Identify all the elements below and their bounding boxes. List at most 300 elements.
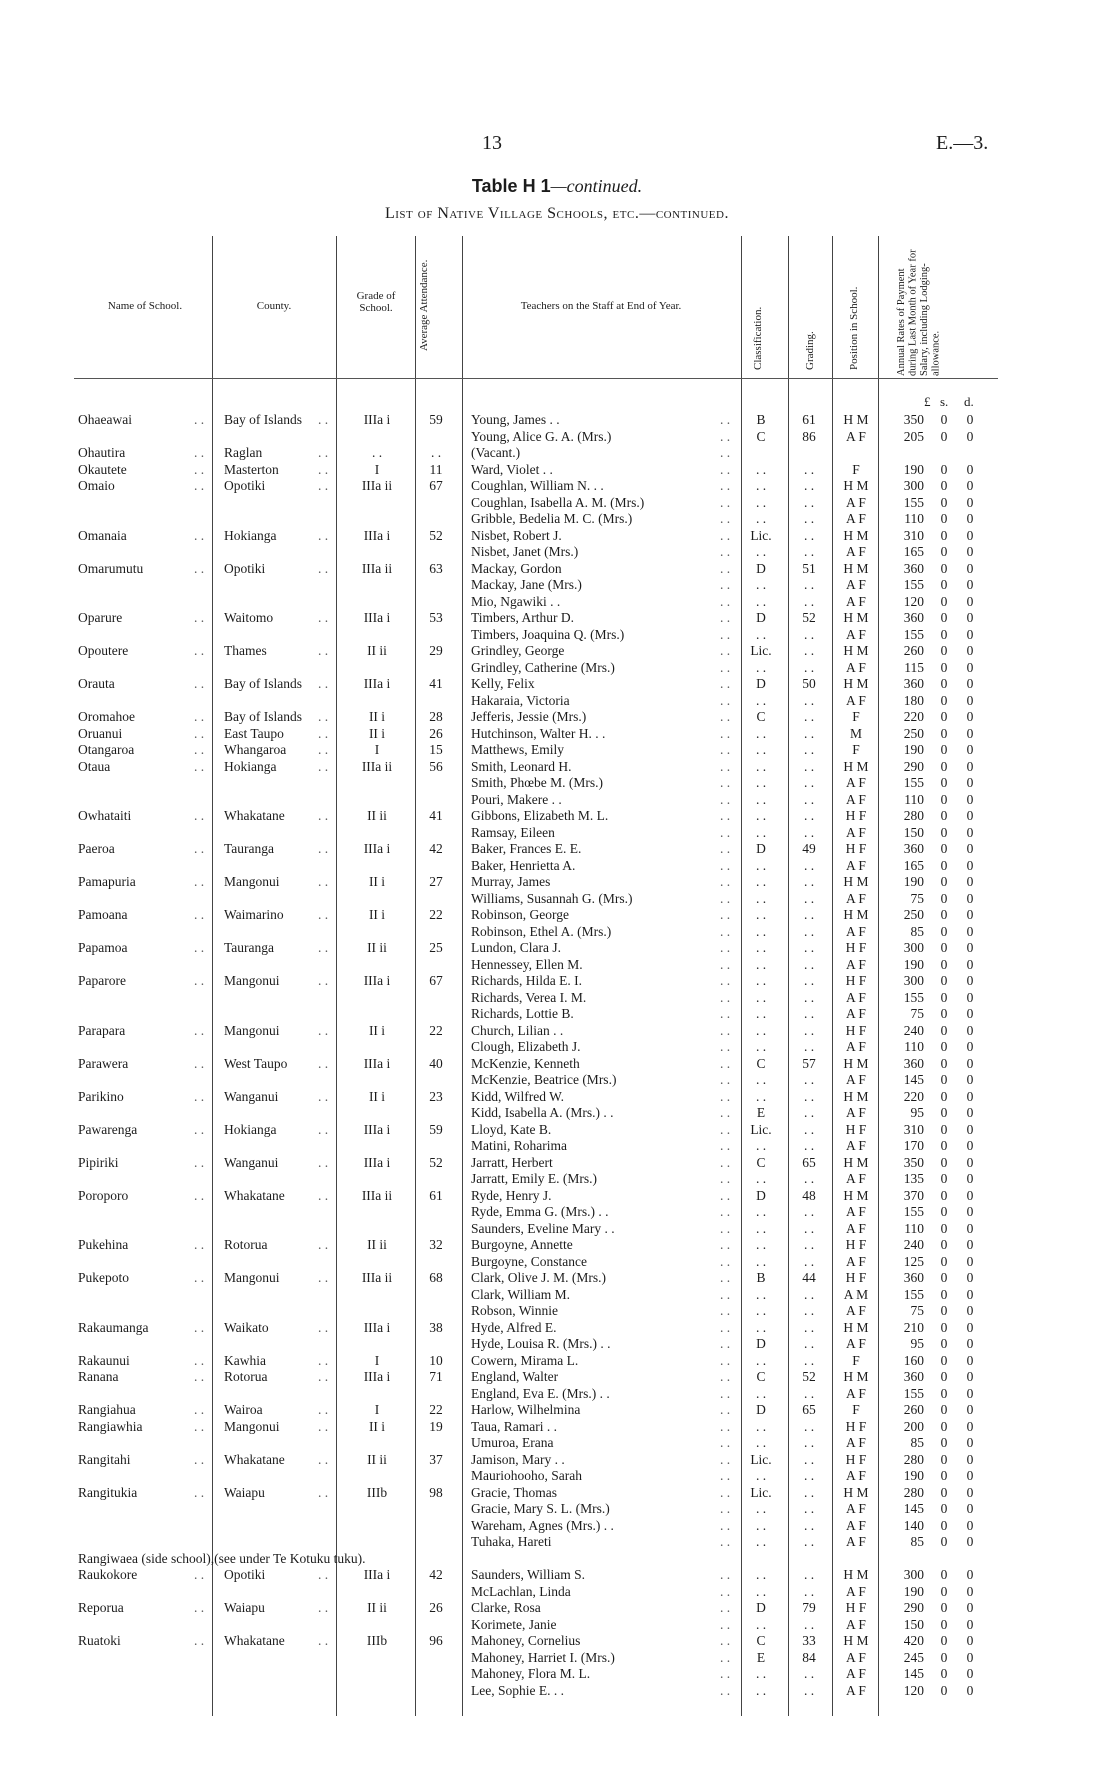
rate-pence: 0 (966, 890, 974, 906)
grade: II i (368, 1088, 386, 1104)
leader-dots: . . (720, 643, 731, 658)
grading: . . (803, 1171, 815, 1186)
grade: IIIa i (363, 527, 391, 543)
average-attendance: 67 (429, 478, 443, 493)
table-row (0, 1633, 1114, 1650)
teacher-name: Clough, Elizabeth J. (471, 1039, 581, 1054)
classification: C (756, 1055, 766, 1071)
teacher-name: McKenzie, Kenneth (471, 1055, 580, 1071)
rate-pence: 0 (966, 544, 974, 559)
classification: . . (755, 1171, 767, 1186)
rate-pence: 0 (966, 461, 974, 477)
classification: B (756, 412, 766, 427)
leader-dots: . . (720, 1138, 731, 1153)
school-name: Pukehina (78, 1237, 129, 1252)
grading: . . (803, 1138, 815, 1153)
rate-pence: 0 (966, 1385, 974, 1401)
school-name: Omaio (78, 478, 115, 493)
average-attendance: 22 (429, 1022, 443, 1038)
rate-pence: 0 (966, 1319, 974, 1335)
classification: . . (755, 1468, 767, 1483)
table-row (0, 1386, 1114, 1403)
rate-pounds: 220 (903, 709, 924, 724)
county: Whakatane (224, 1451, 285, 1467)
table-row (0, 627, 1114, 644)
table-row (0, 1138, 1114, 1155)
rate-pence: 0 (966, 692, 974, 708)
table-row (0, 1584, 1114, 1601)
average-attendance: 26 (429, 1600, 443, 1615)
classification: Lic. (750, 527, 772, 543)
table-row (0, 841, 1114, 858)
leader-dots: . . (720, 1567, 731, 1582)
leader-dots: . . (318, 874, 329, 889)
school-name: Reporua (78, 1600, 124, 1615)
rate-pounds: 290 (903, 758, 924, 774)
grading: . . (803, 494, 815, 510)
table-row (0, 1501, 1114, 1518)
rate-pence: 0 (966, 1468, 974, 1483)
rate-pounds: 350 (903, 1154, 924, 1170)
grading: 65 (802, 1154, 816, 1170)
leader-dots: . . (318, 478, 329, 493)
position: A F (846, 428, 866, 444)
position: A F (846, 989, 866, 1005)
classification: . . (755, 1039, 767, 1054)
average-attendance: 28 (429, 709, 443, 724)
rate-pounds: 110 (904, 1220, 924, 1236)
teacher-name: Richards, Lottie B. (471, 1006, 574, 1021)
leader-dots: . . (720, 560, 731, 576)
grading: . . (803, 1022, 815, 1038)
grade: IIIb (366, 1633, 388, 1648)
rate-pounds: 360 (903, 1270, 924, 1285)
unit-pence: d. (964, 394, 974, 409)
table-row (0, 1353, 1114, 1370)
teacher-name: Richards, Verea I. M. (471, 989, 587, 1005)
county: Bay of Islands (224, 676, 302, 691)
rate-pounds: 280 (903, 1484, 924, 1500)
header-school: Name of School. (107, 300, 183, 312)
table-row (0, 1254, 1114, 1271)
teacher-name: Coughlan, Isabella A. M. (Mrs.) (471, 494, 645, 510)
leader-dots: . . (720, 1253, 731, 1269)
teacher-name: Matthews, Emily (471, 742, 564, 757)
teacher-name: Matini, Roharima (471, 1138, 567, 1153)
rate-shillings: 0 (940, 989, 948, 1005)
rate-shillings: 0 (940, 1171, 948, 1186)
teacher-name: Grindley, Catherine (Mrs.) (471, 659, 615, 675)
position: A F (846, 1649, 866, 1665)
grading: . . (803, 923, 815, 939)
rate-pounds: 300 (903, 478, 924, 493)
classification: C (756, 1369, 766, 1384)
grading: . . (803, 824, 815, 840)
leader-dots: . . (720, 1237, 731, 1252)
county: Bay of Islands (224, 412, 302, 427)
classification: . . (755, 1319, 767, 1335)
position: A F (846, 544, 866, 559)
table-row (0, 1402, 1114, 1419)
rate-shillings: 0 (940, 725, 948, 741)
table-row (0, 1485, 1114, 1502)
grading: 65 (802, 1402, 816, 1417)
leader-dots: . . (720, 544, 731, 559)
school-name: Parikino (78, 1088, 124, 1104)
rate-pence: 0 (966, 1171, 974, 1186)
leader-dots: . . (194, 1055, 205, 1071)
leader-dots: . . (318, 1484, 329, 1500)
position: H F (845, 1121, 867, 1137)
leader-dots: . . (318, 412, 329, 427)
rate-shillings: 0 (940, 412, 948, 427)
average-attendance: 42 (429, 841, 443, 856)
grading: . . (803, 1204, 815, 1219)
leader-dots: . . (194, 725, 205, 741)
rate-pence: 0 (966, 412, 974, 427)
average-attendance: 52 (429, 527, 443, 543)
classification: . . (755, 758, 767, 774)
leader-dots: . . (318, 527, 329, 543)
classification: . . (755, 1567, 767, 1582)
teacher-name: Kidd, Wilfred W. (471, 1088, 564, 1104)
rate-shillings: 0 (940, 1666, 948, 1681)
leader-dots: . . (720, 1171, 731, 1186)
rate-pence: 0 (966, 1072, 974, 1087)
county: Opotiki (224, 560, 266, 576)
position: A F (846, 1253, 866, 1269)
leader-dots: . . (318, 808, 329, 823)
position: A F (846, 494, 866, 510)
position: H F (845, 1237, 867, 1252)
rate-shillings: 0 (940, 808, 948, 823)
classification: . . (755, 1006, 767, 1021)
teacher-name: Jefferis, Jessie (Mrs.) (471, 709, 587, 724)
document-code: E.—3. (936, 132, 989, 154)
leader-dots: . . (720, 1286, 731, 1302)
leader-dots: . . (720, 956, 731, 972)
position: H M (843, 907, 869, 922)
rate-shillings: 0 (940, 791, 948, 807)
leader-dots: . . (318, 560, 329, 576)
grade: I (374, 1402, 380, 1417)
table-row (0, 1518, 1114, 1535)
leader-dots: . . (720, 1534, 731, 1549)
teacher-name: Gracie, Mary S. L. (Mrs.) (471, 1501, 610, 1516)
rate-pence: 0 (966, 1022, 974, 1038)
leader-dots: . . (720, 1517, 731, 1533)
leader-dots: . . (318, 709, 329, 724)
average-attendance: 37 (429, 1451, 443, 1467)
grade: II ii (367, 643, 387, 658)
teacher-name: Lloyd, Kate B. (471, 1121, 552, 1137)
rate-pence: 0 (966, 874, 974, 889)
teacher-name: Ramsay, Eileen (471, 824, 555, 840)
classification: . . (755, 1286, 767, 1302)
rate-shillings: 0 (940, 1484, 948, 1500)
school-name: Otaua (78, 758, 111, 774)
average-attendance: 98 (429, 1484, 443, 1500)
grading: . . (803, 692, 815, 708)
grading: . . (803, 1039, 815, 1054)
rate-pence: 0 (966, 676, 974, 691)
school-name: Rangiwaea (side school),(see under Te Kotuku tuku). (78, 1550, 366, 1566)
teacher-name: Jamison, Mary . . (471, 1451, 565, 1467)
leader-dots: . . (720, 1616, 731, 1632)
teacher-name: Young, Alice G. A. (Mrs.) (471, 428, 612, 444)
leader-dots: . . (720, 1121, 731, 1137)
rate-pounds: 420 (903, 1633, 924, 1648)
average-attendance: 22 (429, 907, 443, 922)
position: H M (843, 1484, 869, 1500)
table-subtitle: List of Native Village Schools, etc.—continued. (385, 205, 729, 222)
rate-shillings: 0 (940, 643, 948, 658)
teacher-name: Harlow, Wilhelmina (471, 1402, 581, 1417)
grading: . . (803, 1303, 815, 1318)
rate-shillings: 0 (940, 1616, 948, 1632)
rate-pence: 0 (966, 1237, 974, 1252)
rate-shillings: 0 (940, 1154, 948, 1170)
school-name: Poroporo (78, 1187, 129, 1203)
leader-dots: . . (720, 857, 731, 873)
rate-pence: 0 (966, 1633, 974, 1648)
rate-pounds: 370 (903, 1187, 924, 1203)
table-row (0, 726, 1114, 743)
county: Raglan (224, 445, 263, 460)
rate-pounds: 300 (903, 940, 924, 955)
leader-dots: . . (318, 1600, 329, 1615)
grading: . . (803, 1517, 815, 1533)
rates-units (0, 394, 1114, 408)
county: Wairoa (224, 1402, 263, 1417)
classification: . . (755, 511, 767, 526)
leader-dots: . . (194, 874, 205, 889)
grading: . . (803, 461, 815, 477)
rate-pence: 0 (966, 1187, 974, 1203)
rate-pence: 0 (966, 1583, 974, 1599)
position: H M (843, 412, 869, 427)
leader-dots: . . (318, 1121, 329, 1137)
leader-dots: . . (194, 643, 205, 658)
rate-pounds: 145 (903, 1072, 924, 1087)
rate-pence: 0 (966, 989, 974, 1005)
teacher-name: Church, Lilian . . (471, 1022, 564, 1038)
teacher-name: Mahoney, Cornelius (471, 1633, 581, 1648)
leader-dots: . . (720, 461, 731, 477)
teacher-name: Burgoyne, Constance (471, 1253, 587, 1269)
rate-pounds: 250 (903, 725, 924, 741)
teacher-name: Hutchinson, Walter H. . . (471, 725, 606, 741)
average-attendance: 42 (429, 1567, 443, 1582)
grading: . . (803, 1451, 815, 1467)
grading: 50 (802, 676, 816, 691)
position: F (852, 1352, 860, 1368)
leader-dots: . . (318, 1418, 329, 1434)
position: A F (846, 1105, 866, 1120)
position: A F (846, 956, 866, 972)
teacher-name: Richards, Hilda E. I. (471, 973, 582, 988)
rate-pence: 0 (966, 494, 974, 510)
average-attendance: 53 (429, 610, 443, 625)
rate-pence: 0 (966, 709, 974, 724)
grade: II i (368, 1022, 386, 1038)
rate-pence: 0 (966, 643, 974, 658)
classification: E (756, 1105, 766, 1120)
rate-shillings: 0 (940, 940, 948, 955)
school-name: Parawera (78, 1055, 129, 1071)
grading: . . (803, 940, 815, 955)
rate-shillings: 0 (940, 1105, 948, 1120)
leader-dots: . . (318, 758, 329, 774)
rate-pounds: 85 (910, 1534, 924, 1549)
grading: 33 (802, 1633, 816, 1648)
grade: IIIa i (363, 1154, 391, 1170)
rate-pounds: 260 (903, 643, 924, 658)
position: F (852, 461, 860, 477)
teacher-name: Baker, Frances E. E. (471, 841, 582, 856)
position: A F (846, 1336, 866, 1351)
teacher-name: Taua, Ramari . . (471, 1418, 558, 1434)
grading: . . (803, 1006, 815, 1021)
teacher-name: Nisbet, Janet (Mrs.) (471, 544, 579, 559)
grading: . . (803, 709, 815, 724)
leader-dots: . . (720, 1336, 731, 1351)
classification: . . (755, 973, 767, 988)
county: Mangonui (224, 1418, 280, 1434)
leader-dots: . . (194, 1451, 205, 1467)
grading: . . (803, 544, 815, 559)
leader-dots: . . (720, 775, 731, 790)
rate-pounds: 110 (904, 791, 924, 807)
leader-dots: . . (194, 841, 205, 856)
rate-pence: 0 (966, 1567, 974, 1582)
rate-pounds: 280 (903, 808, 924, 823)
average-attendance: 29 (429, 643, 443, 658)
leader-dots: . . (194, 1352, 205, 1368)
grading: . . (803, 973, 815, 988)
rate-pence: 0 (966, 1600, 974, 1615)
table-row (0, 594, 1114, 611)
rate-pounds: 155 (903, 626, 924, 642)
grading: 86 (802, 428, 816, 444)
position: A F (846, 1616, 866, 1632)
rate-pounds: 190 (903, 874, 924, 889)
rate-pence: 0 (966, 1517, 974, 1533)
teacher-name: Umuroa, Erana (471, 1435, 554, 1450)
leader-dots: . . (720, 1583, 731, 1599)
position: A F (846, 1468, 866, 1483)
average-attendance: 22 (429, 1402, 443, 1417)
average-attendance: . . (430, 445, 442, 460)
table-row (0, 1270, 1114, 1287)
position: A F (846, 692, 866, 708)
grade: IIIa i (363, 412, 391, 427)
classification: . . (755, 808, 767, 823)
leader-dots: . . (318, 1270, 329, 1285)
table-row (0, 858, 1114, 875)
position: A F (846, 1517, 866, 1533)
classification: D (756, 610, 766, 625)
school-name: Omarumutu (78, 560, 144, 576)
rate-pounds: 310 (903, 527, 924, 543)
leader-dots: . . (194, 1369, 205, 1384)
rate-pounds: 205 (903, 428, 924, 444)
position: M (849, 725, 862, 741)
teacher-name: Grindley, George (471, 643, 565, 658)
grading: . . (803, 1583, 815, 1599)
teacher-name: Tuhaka, Hareti (471, 1534, 552, 1549)
grading: . . (803, 1286, 815, 1302)
leader-dots: . . (720, 445, 731, 460)
classification: . . (755, 461, 767, 477)
grade: IIIb (366, 1484, 388, 1500)
rate-shillings: 0 (940, 1600, 948, 1615)
table-title (0, 176, 1114, 197)
rate-pence: 0 (966, 1484, 974, 1500)
position: A F (846, 1220, 866, 1236)
rate-pence: 0 (966, 1055, 974, 1071)
leader-dots: . . (318, 643, 329, 658)
county: East Taupo (224, 725, 284, 741)
rate-shillings: 0 (940, 1682, 948, 1698)
grading: . . (803, 659, 815, 675)
position: A F (846, 923, 866, 939)
position: H M (843, 643, 869, 658)
county: Mangonui (224, 973, 280, 988)
position: A F (846, 577, 866, 592)
position: A F (846, 593, 866, 609)
position: H F (845, 1451, 867, 1467)
position: A F (846, 1303, 866, 1318)
position: A M (843, 1286, 869, 1302)
grade: IIIa ii (361, 758, 393, 774)
table-row (0, 1303, 1114, 1320)
rate-pence: 0 (966, 1418, 974, 1434)
classification: . . (755, 1220, 767, 1236)
teacher-name: Ryde, Emma G. (Mrs.) . . (471, 1204, 609, 1219)
classification: D (756, 1600, 766, 1615)
grading: . . (803, 593, 815, 609)
grade: IIIa i (363, 1319, 391, 1335)
teacher-name: Hyde, Alfred E. (471, 1319, 557, 1335)
county: Rotorua (224, 1237, 268, 1252)
rate-pence: 0 (966, 1435, 974, 1450)
school-name: Papamoa (78, 940, 128, 955)
county: Thames (224, 643, 267, 658)
rate-pence: 0 (966, 511, 974, 526)
rate-shillings: 0 (940, 709, 948, 724)
rate-pounds: 360 (903, 1369, 924, 1384)
grade: I (374, 742, 380, 757)
rate-shillings: 0 (940, 593, 948, 609)
grading: . . (803, 1072, 815, 1087)
county: Bay of Islands (224, 709, 302, 724)
rate-pence: 0 (966, 1105, 974, 1120)
rate-pounds: 300 (903, 973, 924, 988)
leader-dots: . . (720, 1204, 731, 1219)
rate-pounds: 155 (903, 1286, 924, 1302)
rate-pounds: 95 (910, 1336, 924, 1351)
classification: . . (755, 1682, 767, 1698)
rate-shillings: 0 (940, 1402, 948, 1417)
table-row (0, 643, 1114, 660)
position: H M (843, 1319, 869, 1335)
average-attendance: 61 (429, 1187, 443, 1203)
classification: D (756, 560, 766, 576)
position: H M (843, 527, 869, 543)
rate-shillings: 0 (940, 1336, 948, 1351)
rate-shillings: 0 (940, 1303, 948, 1318)
